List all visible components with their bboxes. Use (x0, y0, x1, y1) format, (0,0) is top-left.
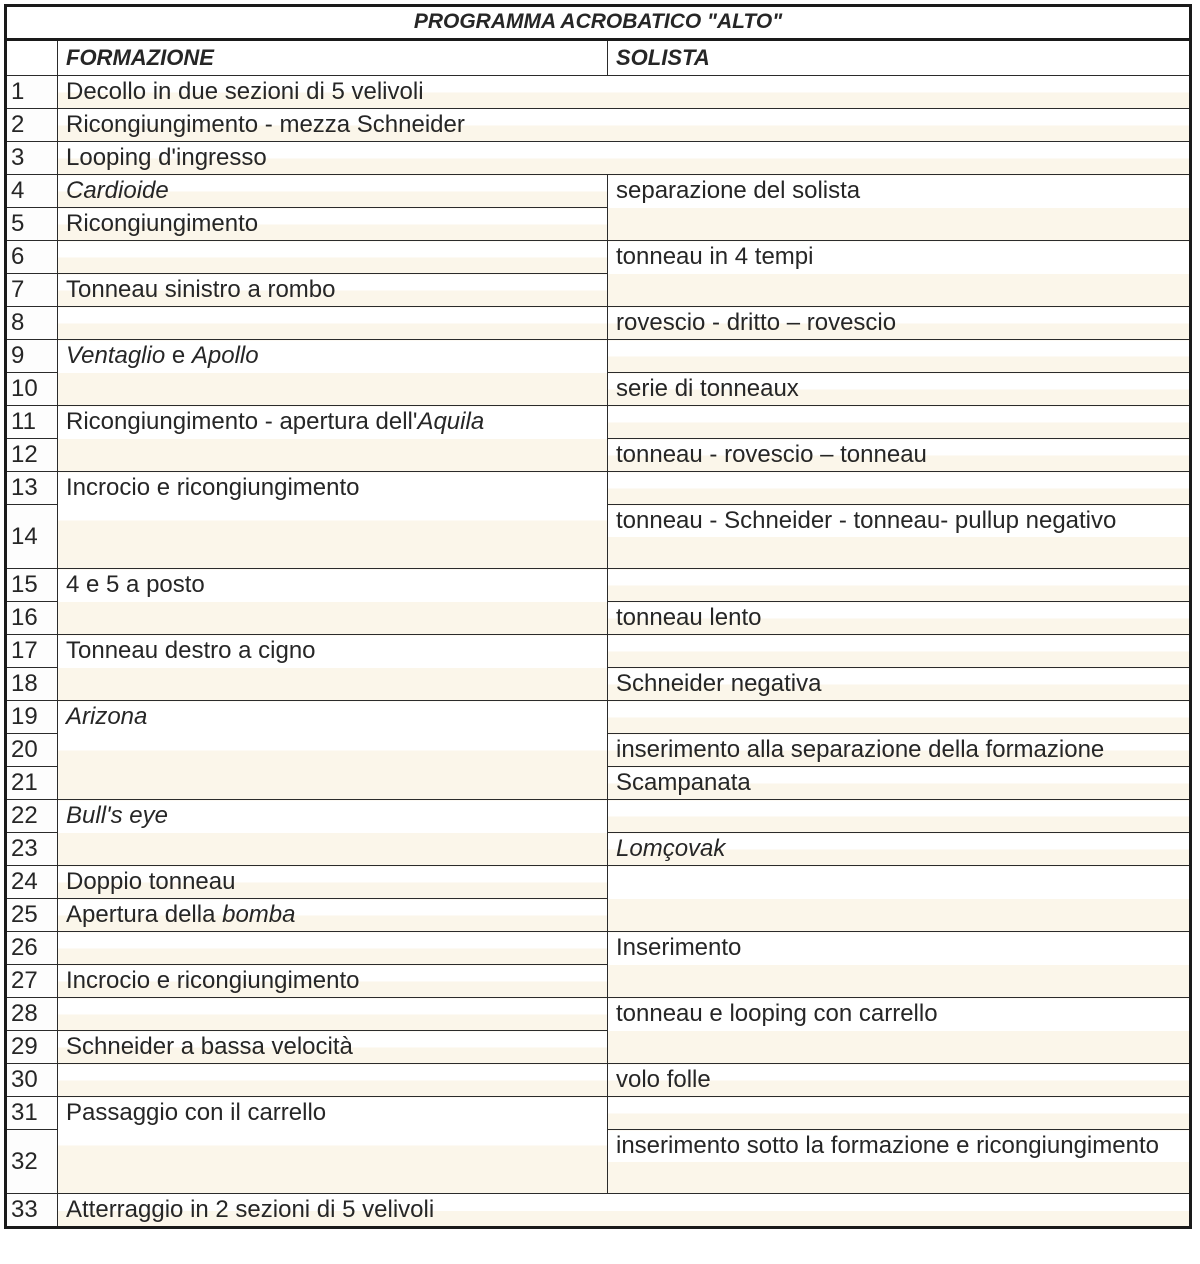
row-number: 30 (6, 1064, 58, 1097)
table-row (6, 932, 1191, 965)
row-number: 24 (6, 866, 58, 899)
soloist-cell (608, 569, 1191, 602)
soloist-cell: volo folle (608, 1064, 1191, 1097)
formation-cell (58, 340, 608, 406)
table-row (6, 866, 1191, 899)
table-row (6, 340, 1191, 373)
formation-cell: Arizona (58, 701, 608, 800)
formation-cell: Looping d'ingresso (58, 142, 1191, 175)
soloist-cell (608, 1097, 1191, 1130)
table-row (6, 1064, 1191, 1097)
table-row (6, 76, 1191, 109)
table-row (6, 406, 1191, 439)
formation-cell: Decollo in due sezioni di 5 velivoli (58, 76, 1191, 109)
soloist-cell (608, 701, 1191, 734)
row-number: 15 (6, 569, 58, 602)
formation-cell: Incrocio e ricongiungimento (58, 965, 608, 998)
row-number: 22 (6, 800, 58, 833)
document-page (4, 4, 1196, 1229)
header-number (6, 40, 58, 76)
row-number: 31 (6, 1097, 58, 1130)
row-number: 19 (6, 701, 58, 734)
row-number: 27 (6, 965, 58, 998)
soloist-cell: rovescio - dritto – rovescio (608, 307, 1191, 340)
table-title: PROGRAMMA ACROBATICO "ALTO" (6, 6, 1191, 40)
soloist-cell: Schneider negativa (608, 668, 1191, 701)
row-number: 17 (6, 635, 58, 668)
aerobatic-program-table (4, 4, 1192, 1229)
formation-term: Aquila (417, 408, 485, 435)
soloist-cell: separazione del solista (608, 175, 1191, 241)
row-number: 12 (6, 439, 58, 472)
formation-term: bomba (222, 901, 296, 928)
header-formation: FORMAZIONE (58, 40, 608, 76)
table-row (6, 1097, 1191, 1130)
soloist-cell: Lomçovak (608, 833, 1191, 866)
table-row (6, 1194, 1191, 1228)
formation-text: Apertura della (66, 901, 223, 928)
table-row (6, 472, 1191, 505)
soloist-cell: inserimento sotto la formazione e ricongiungimento (608, 1130, 1191, 1194)
formation-cell: Tonneau destro a cigno (58, 635, 608, 701)
table-row (6, 241, 1191, 274)
row-number: 20 (6, 734, 58, 767)
row-number: 1 (6, 76, 58, 109)
formation-term: Ventaglio (66, 342, 166, 369)
header-row (6, 40, 1191, 76)
row-number: 3 (6, 142, 58, 175)
table-row (6, 635, 1191, 668)
soloist-cell: Inserimento (608, 932, 1191, 998)
formation-cell: Ricongiungimento - mezza Schneider (58, 109, 1191, 142)
formation-cell: Doppio tonneau (58, 866, 608, 899)
row-number: 16 (6, 602, 58, 635)
row-number: 26 (6, 932, 58, 965)
row-number: 25 (6, 899, 58, 932)
formation-cell (58, 899, 608, 932)
formation-cell: Ricongiungimento (58, 208, 608, 241)
soloist-cell (608, 866, 1191, 932)
soloist-cell: tonneau e looping con carrello (608, 998, 1191, 1064)
row-number: 5 (6, 208, 58, 241)
table-row (6, 701, 1191, 734)
soloist-cell (608, 406, 1191, 439)
soloist-cell (608, 800, 1191, 833)
formation-cell: Schneider a bassa velocità (58, 1031, 608, 1064)
row-number: 2 (6, 109, 58, 142)
soloist-cell: tonneau - Schneider - tonneau- pullup negativo (608, 505, 1191, 569)
formation-cell: Incrocio e ricongiungimento (58, 472, 608, 569)
formation-cell (58, 932, 608, 965)
formation-cell (58, 307, 608, 340)
formation-text: e (165, 342, 192, 369)
row-number: 6 (6, 241, 58, 274)
formation-text: Ricongiungimento - apertura dell' (66, 408, 418, 435)
row-number: 10 (6, 373, 58, 406)
row-number: 11 (6, 406, 58, 439)
soloist-cell: Scampanata (608, 767, 1191, 800)
soloist-cell (608, 635, 1191, 668)
table-row (6, 175, 1191, 208)
formation-cell (58, 406, 608, 472)
table-row (6, 142, 1191, 175)
formation-cell: Tonneau sinistro a rombo (58, 274, 608, 307)
row-number: 4 (6, 175, 58, 208)
row-number: 32 (6, 1130, 58, 1194)
row-number: 8 (6, 307, 58, 340)
soloist-cell: serie di tonneaux (608, 373, 1191, 406)
row-number: 9 (6, 340, 58, 373)
formation-cell: Bull's eye (58, 800, 608, 866)
formation-cell: 4 e 5 a posto (58, 569, 608, 635)
soloist-cell: inserimento alla separazione della formazione (608, 734, 1191, 767)
soloist-cell: tonneau in 4 tempi (608, 241, 1191, 307)
formation-cell: Passaggio con il carrello (58, 1097, 608, 1194)
formation-cell (58, 1064, 608, 1097)
row-number: 13 (6, 472, 58, 505)
row-number: 21 (6, 767, 58, 800)
soloist-cell (608, 472, 1191, 505)
row-number: 29 (6, 1031, 58, 1064)
table-row (6, 569, 1191, 602)
formation-cell (58, 998, 608, 1031)
table-row (6, 109, 1191, 142)
row-number: 23 (6, 833, 58, 866)
row-number: 7 (6, 274, 58, 307)
soloist-cell: tonneau - rovescio – tonneau (608, 439, 1191, 472)
formation-term: Apollo (191, 342, 259, 369)
formation-cell: Cardioide (58, 175, 608, 208)
row-number: 18 (6, 668, 58, 701)
row-number: 28 (6, 998, 58, 1031)
soloist-cell (608, 340, 1191, 373)
formation-cell: Atterraggio in 2 sezioni di 5 velivoli (58, 1194, 1191, 1228)
soloist-cell: tonneau lento (608, 602, 1191, 635)
header-soloist: SOLISTA (608, 40, 1191, 76)
table-title-row (6, 6, 1191, 40)
table-row (6, 800, 1191, 833)
formation-cell (58, 241, 608, 274)
table-row (6, 307, 1191, 340)
row-number: 14 (6, 505, 58, 569)
table-row (6, 998, 1191, 1031)
row-number: 33 (6, 1194, 58, 1228)
